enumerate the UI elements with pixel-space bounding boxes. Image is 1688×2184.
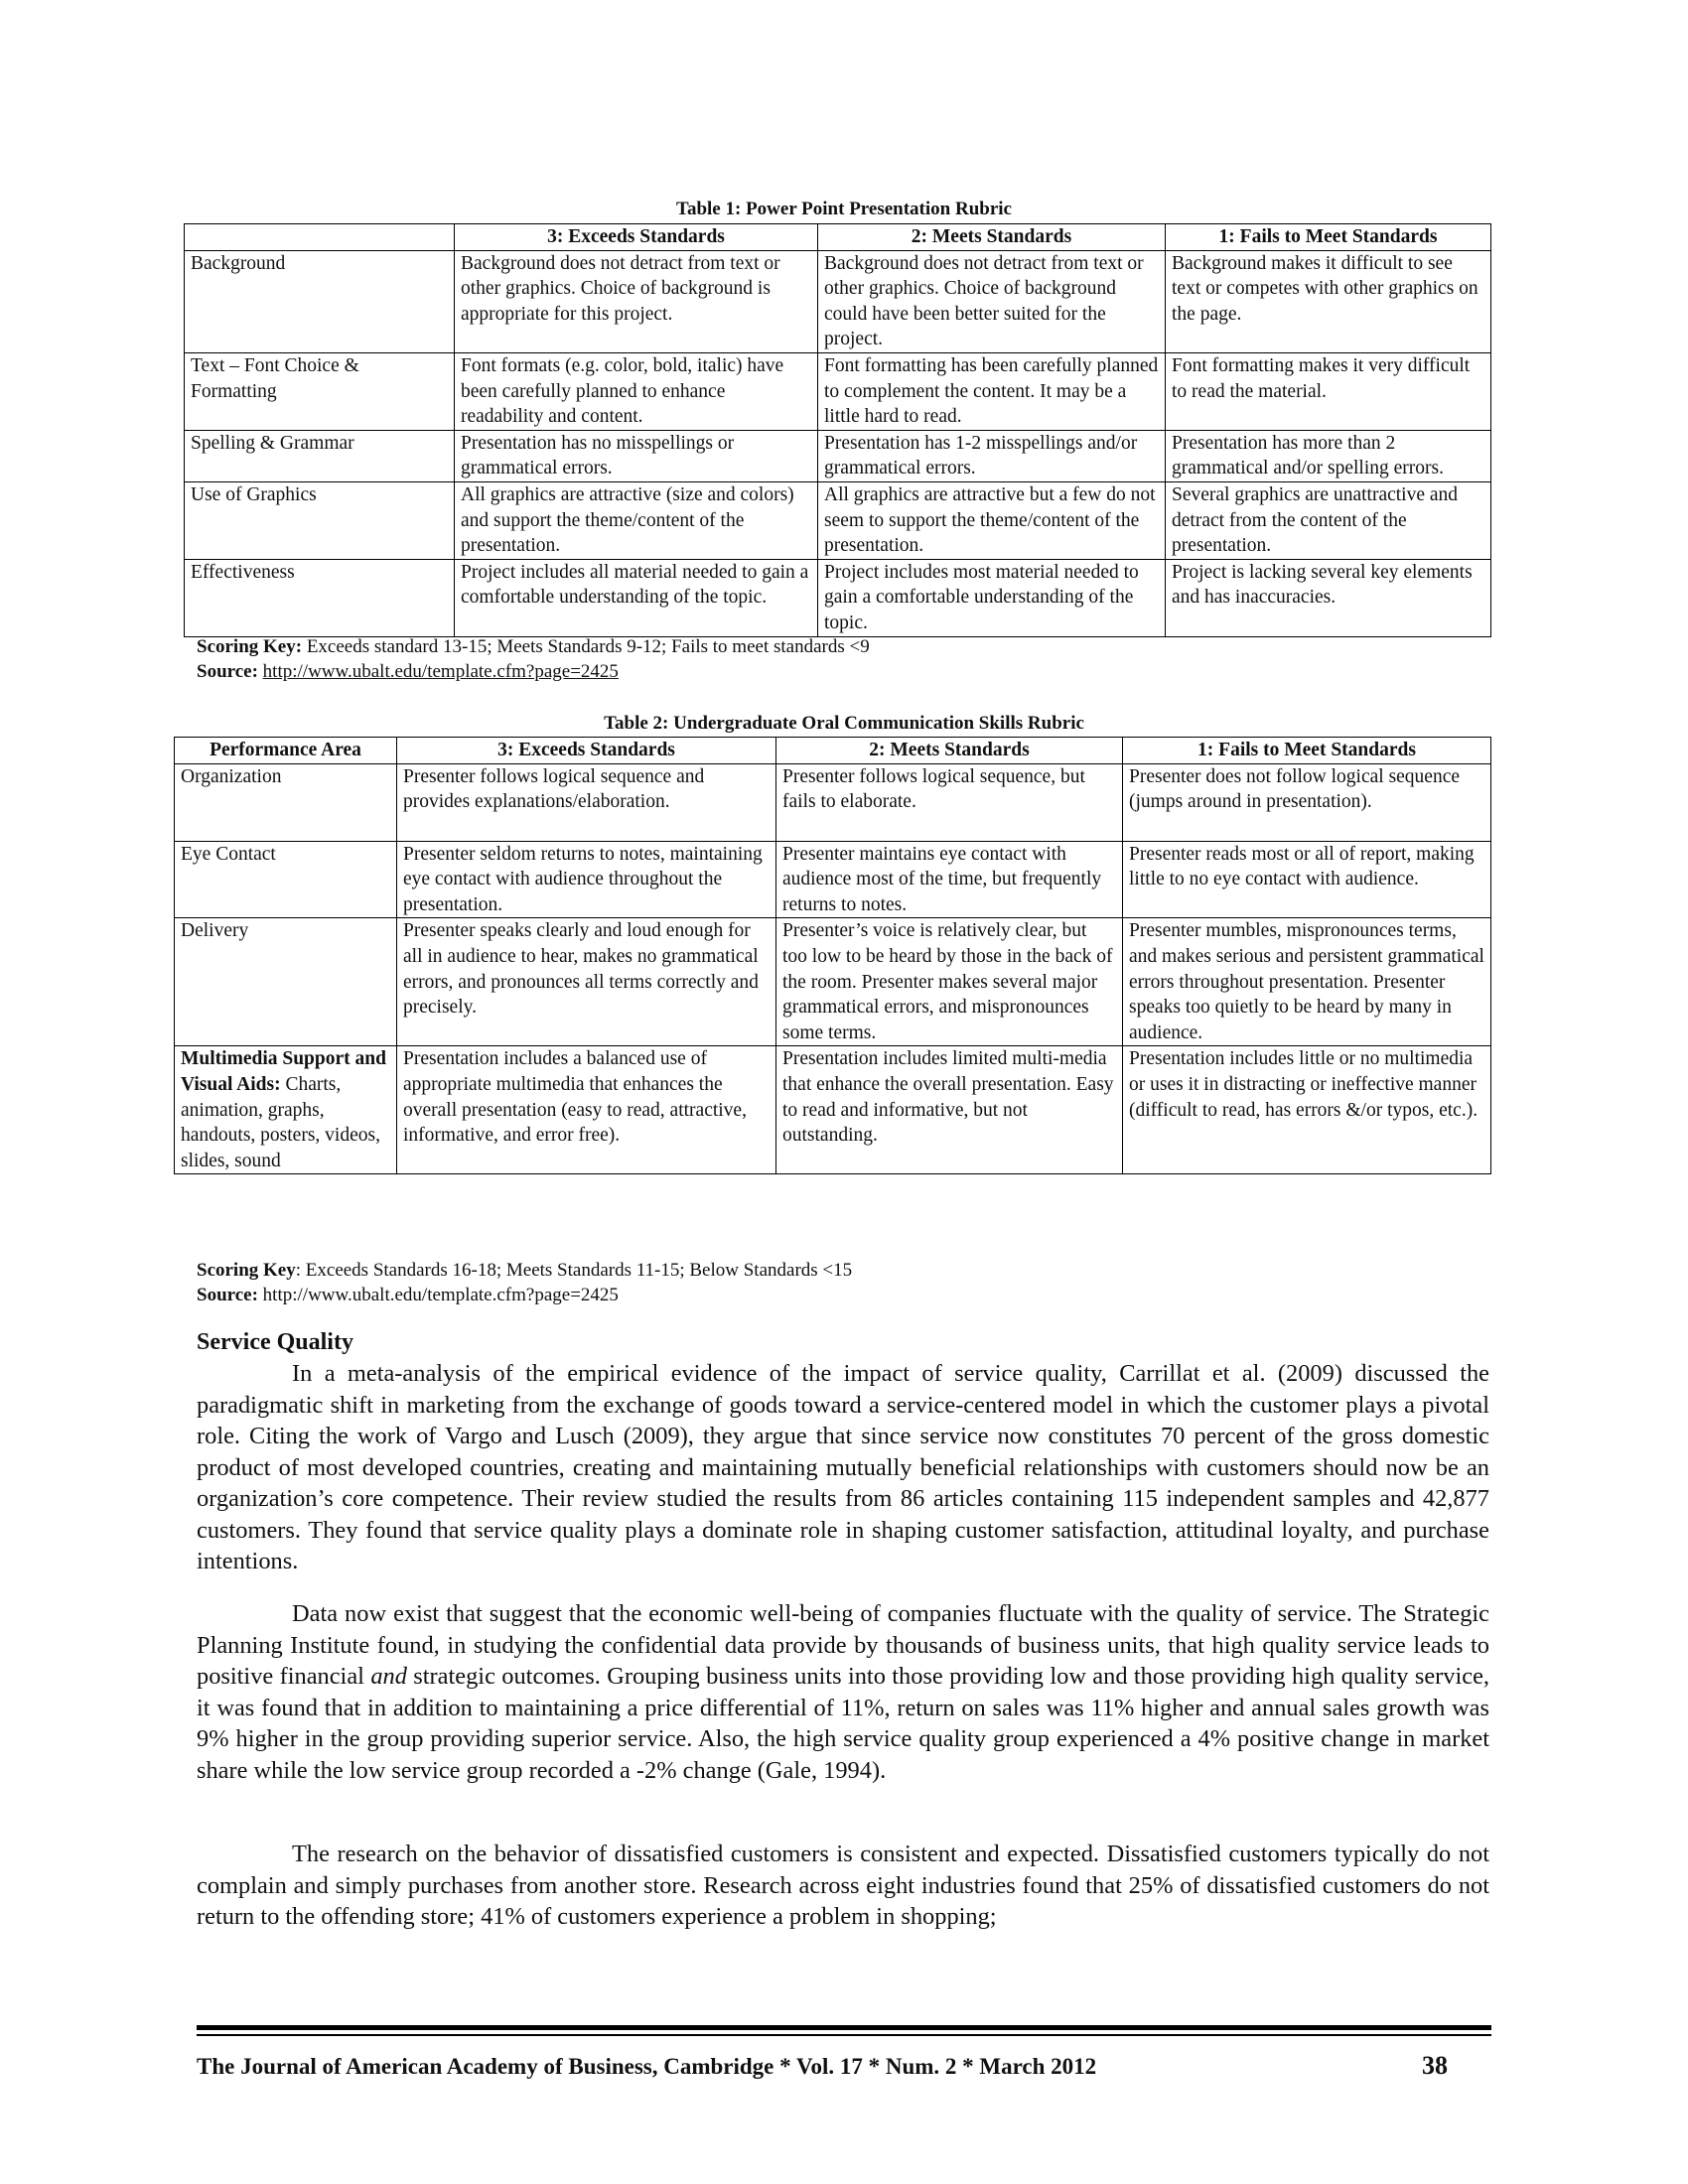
table-cell: Project includes all material needed to gain a comfortable understanding of the topic. xyxy=(455,559,818,636)
source-label: Source: xyxy=(197,661,258,682)
row-label: Eye Contact xyxy=(175,841,397,918)
table2-source xyxy=(197,1284,619,1307)
visual-aids-label-rest: Charts, animation, graphs, handouts, posters, videos, slides, sound xyxy=(181,1073,380,1171)
scoring-key-label: Scoring Key: xyxy=(197,636,303,657)
table1-header-row xyxy=(185,224,1491,251)
visual-aids-label-bold: Visual Aids: xyxy=(181,1073,281,1095)
table-cell: Presentation has 1-2 misspellings and/or grammatical errors. xyxy=(818,430,1166,481)
table2-header-performance-area: Performance Area xyxy=(175,738,397,764)
table1-source xyxy=(197,660,619,684)
table-cell: All graphics are attractive (size and colors) and support the theme/content of the presentation. xyxy=(455,481,818,559)
table-cell: Presentation has more than 2 grammatical and/or spelling errors. xyxy=(1166,430,1491,481)
table1 xyxy=(184,223,1491,637)
table-row xyxy=(175,763,1491,841)
table-row xyxy=(185,559,1491,636)
table-row xyxy=(185,352,1491,430)
table-row xyxy=(175,841,1491,918)
row-label: Delivery xyxy=(175,918,397,1046)
table2-caption: Table 2: Undergraduate Oral Communication Skills Rubric xyxy=(604,713,1084,734)
scoring-key-label: Scoring Key xyxy=(197,1260,296,1281)
footer-rule-thin xyxy=(197,2034,1491,2036)
row-label: Spelling & Grammar xyxy=(185,430,455,481)
table1-header-fails: 1: Fails to Meet Standards xyxy=(1166,224,1491,251)
table-cell: Presenter does not follow logical sequence (jumps around in presentation). xyxy=(1123,763,1491,841)
table-row xyxy=(185,481,1491,559)
table-cell: Background does not detract from text or other graphics. Choice of background is appropriate for this project. xyxy=(455,250,818,352)
paragraph-3-text: The research on the behavior of dissatisfied customers is consistent and expected. Dissatisfied customers typically do not complain and simply purchases from another store. Research across eight industries found that 25% of dissatisfied customers do not return to the offending store; 41% of customers experience a problem in shopping; xyxy=(197,1841,1489,1930)
table2-scoring-key xyxy=(197,1259,852,1283)
source-link[interactable]: http://www.ubalt.edu/template.cfm?page=2425 xyxy=(262,661,619,682)
paragraph-2-emphasis: and xyxy=(370,1663,407,1690)
table-cell: Presenter maintains eye contact with audience most of the time, but frequently returns to notes. xyxy=(776,841,1123,918)
table-cell: Font formats (e.g. color, bold, italic) have been carefully planned to enhance readability and content. xyxy=(455,352,818,430)
paragraph-2-text-b: strategic outcomes. Grouping business units into those providing low and those providing high quality service, it was found that in addition to maintaining a price differential of 11%, return on sales was 11% higher and annual sales growth was 9% higher in the group providing superior service. Also, the high service quality group experienced a 4% positive change in market share while the low service group recorded a -2% change (Gale, 1994). xyxy=(197,1663,1490,1784)
table-cell: Background makes it difficult to see text or competes with other graphics on the page. xyxy=(1166,250,1491,352)
paragraph-3 xyxy=(197,1839,1489,1933)
table-cell: Font formatting makes it very difficult to read the material. xyxy=(1166,352,1491,430)
table-cell: Project is lacking several key elements and has inaccuracies. xyxy=(1166,559,1491,636)
table-cell: Presenter follows logical sequence and provides explanations/elaboration. xyxy=(397,763,776,841)
table-cell: Presenter mumbles, mispronounces terms, and makes serious and persistent grammatical errors throughout presentation. Presenter speaks too quietly to be heard by many in audience. xyxy=(1123,918,1491,1046)
table-cell: Presentation includes limited multi-media that enhance the overall presentation. Easy to read and informative, but not outstanding. xyxy=(776,1046,1123,1174)
section-heading: Service Quality xyxy=(197,1329,353,1355)
table1-header-exceeds: 3: Exceeds Standards xyxy=(455,224,818,251)
page-number: 38 xyxy=(1422,2051,1448,2080)
table-cell: Several graphics are unattractive and detract from the content of the presentation. xyxy=(1166,481,1491,559)
scoring-key-text: : Exceeds Standards 16-18; Meets Standards 11-15; Below Standards <15 xyxy=(295,1260,853,1281)
table2-header-meets: 2: Meets Standards xyxy=(776,738,1123,764)
scoring-key-text: Exceeds standard 13-15; Meets Standards 9-12; Fails to meet standards <9 xyxy=(302,636,870,657)
table-cell: All graphics are attractive but a few do not seem to support the theme/content of the presentation. xyxy=(818,481,1166,559)
table-cell: Font formatting has been carefully planned to complement the content. It may be a little hard to read. xyxy=(818,352,1166,430)
source-label: Source: xyxy=(197,1285,258,1305)
row-label: Effectiveness xyxy=(185,559,455,636)
table-row xyxy=(175,918,1491,1046)
row-label: Organization xyxy=(175,763,397,841)
table-cell: Presentation includes little or no multimedia or uses it in distracting or ineffective manner (difficult to read, has errors &/or typos, etc.). xyxy=(1123,1046,1491,1174)
source-url: http://www.ubalt.edu/template.cfm?page=2425 xyxy=(257,1285,619,1305)
table-row xyxy=(175,1046,1491,1174)
table-row xyxy=(185,250,1491,352)
table-cell: Presenter follows logical sequence, but fails to elaborate. xyxy=(776,763,1123,841)
row-label-multimedia xyxy=(175,1046,397,1174)
footer-rule-thick xyxy=(197,2025,1491,2030)
row-label: Background xyxy=(185,250,455,352)
table1-header-meets: 2: Meets Standards xyxy=(818,224,1166,251)
table1-header-blank xyxy=(185,224,455,251)
paragraph-2 xyxy=(197,1598,1489,1786)
footer-journal: The Journal of American Academy of Business, Cambridge * Vol. 17 * Num. 2 * March 2012 xyxy=(197,2054,1097,2079)
table-cell: Background does not detract from text or other graphics. Choice of background could have been better suited for the project. xyxy=(818,250,1166,352)
table-cell: Presentation has no misspellings or grammatical errors. xyxy=(455,430,818,481)
table-cell: Project includes most material needed to gain a comfortable understanding of the topic. xyxy=(818,559,1166,636)
table2-header-fails: 1: Fails to Meet Standards xyxy=(1123,738,1491,764)
paragraph-1 xyxy=(197,1358,1489,1577)
table-cell: Presenter reads most or all of report, making little to no eye contact with audience. xyxy=(1123,841,1491,918)
table-cell: Presenter seldom returns to notes, maintaining eye contact with audience throughout the presentation. xyxy=(397,841,776,918)
table1-caption: Table 1: Power Point Presentation Rubric xyxy=(676,199,1012,219)
table-cell: Presenter speaks clearly and loud enough for all in audience to hear, makes no grammatical errors, and pronounces all terms correctly and precisely. xyxy=(397,918,776,1046)
table2-header-row xyxy=(175,738,1491,764)
table2-header-exceeds: 3: Exceeds Standards xyxy=(397,738,776,764)
multimedia-label-bold: Multimedia Support and xyxy=(181,1048,386,1070)
table1-scoring-key xyxy=(197,635,870,659)
table2 xyxy=(174,737,1491,1174)
paragraph-1-text: In a meta-analysis of the empirical evidence of the impact of service quality, Carrillat et al. (2009) discussed the paradigmatic shift in marketing from the exchange of goods toward a service-centered model in which the customer plays a pivotal role. Citing the work of Vargo and Lusch (2009), they argue that since service now constitutes 70 percent of the gross domestic product of most developed countries, creating and maintaining mutually beneficial relationships with customers should now be an organization’s core competence. Their review studied the results from 86 articles containing 115 independent samples and 42,877 customers. They found that service quality plays a dominate role in shaping customer satisfaction, attitudinal loyalty, and purchase intentions. xyxy=(197,1360,1489,1574)
table-cell: Presentation includes a balanced use of appropriate multimedia that enhances the overall presentation (easy to read, attractive, informative, and error free). xyxy=(397,1046,776,1174)
table-cell: Presenter’s voice is relatively clear, but too low to be heard by those in the back of the room. Presenter makes several major grammatical errors, and mispronounces some terms. xyxy=(776,918,1123,1046)
row-label: Text – Font Choice & Formatting xyxy=(185,352,455,430)
table-row xyxy=(185,430,1491,481)
row-label: Use of Graphics xyxy=(185,481,455,559)
paragraph-2-text-a: Data now exist that suggest that the economic well-being of companies fluctuate with the quality of service. The Strategic Planning Institute found, in studying the confidential data provide by thousands of business units, that high quality service leads to positive financial xyxy=(197,1600,1489,1690)
